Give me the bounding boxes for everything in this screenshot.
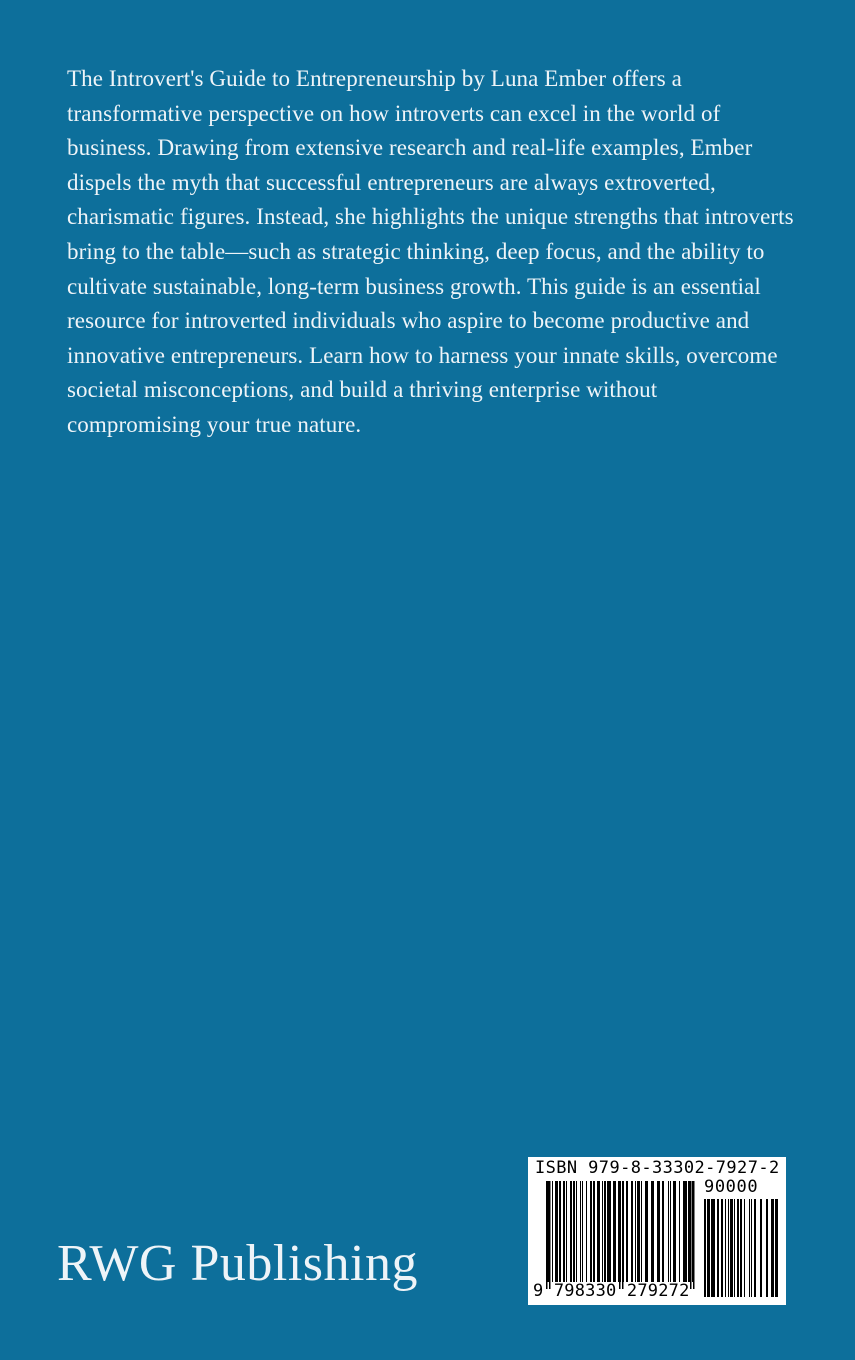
isbn-barcode [528, 1157, 786, 1305]
isbn-label: ISBN 979-8-33302-7927-2 [535, 1158, 780, 1178]
back-cover-blurb: The Introvert's Guide to Entrepreneurship by Luna Ember offers a transformative perspective on how introverts can excel in the world of business. Drawing from extensive research and real-life examples, Ember dispels the myth that successful entrepreneurs are always extroverted, charismatic figures. Instead, she highlights the unique strengths that introverts bring to the table—such as strategic thinking, deep focus, and the ability to cultivate sustainable, long-term business growth. This guide is an essential resource for introverted individuals who aspire to become productive and innovative entrepreneurs. Learn how to harness your innate skills, overcome societal misconceptions, and build a thriving enterprise without compromising your true nature. [67, 66, 794, 437]
ean-digits: 9 798330 279272 [533, 1281, 690, 1301]
publisher-name: RWG Publishing [57, 1235, 418, 1292]
addon-code: 90000 [704, 1177, 759, 1197]
